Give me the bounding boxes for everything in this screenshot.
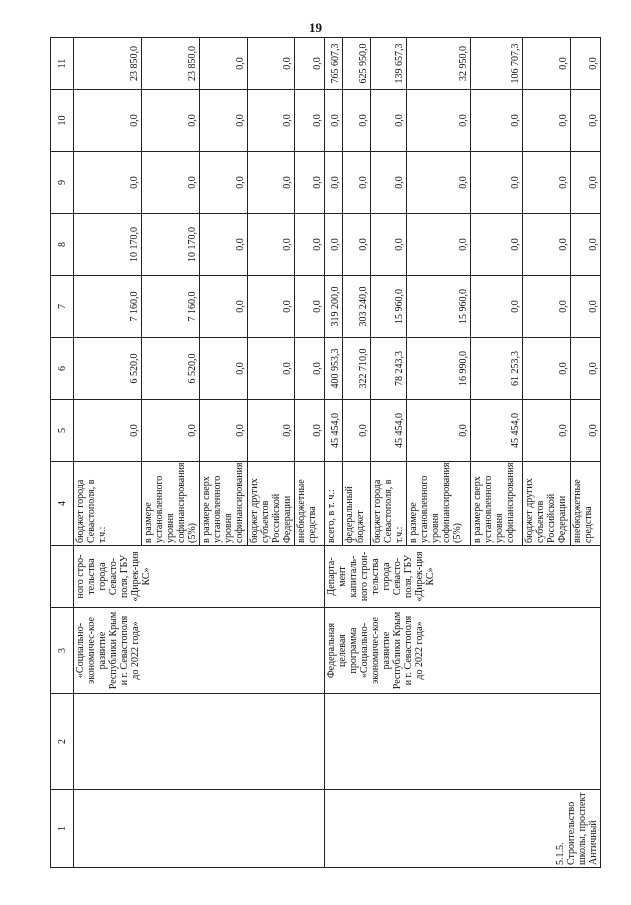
column-header: 6: [51, 338, 74, 400]
cell-source: федеральный бюджет: [343, 462, 371, 546]
cell-value: 0,0: [74, 152, 142, 214]
cell-value: 10 170,0: [74, 214, 142, 276]
cell-value: 400 953,3: [325, 338, 343, 400]
cell-value: 0,0: [295, 214, 325, 276]
cell-value: 16 990,0: [407, 338, 471, 400]
cell-value: 15 960,0: [407, 276, 471, 338]
cell-value: 0,0: [295, 152, 325, 214]
cell-value: 61 253,3: [471, 338, 523, 400]
cell-value: 0,0: [407, 400, 471, 462]
cell-value: 0,0: [295, 338, 325, 400]
cell-value: 0,0: [200, 276, 248, 338]
cell-value: 0,0: [471, 214, 523, 276]
cell-value: 15 960,0: [371, 276, 407, 338]
cell-value: 0,0: [523, 152, 571, 214]
cell-value: 10 170,0: [142, 214, 200, 276]
cell-source: бюджет города Севастополя, в т.ч.:: [371, 462, 407, 546]
cell-value: 0,0: [248, 276, 295, 338]
column-header: 1: [51, 790, 74, 868]
header-row: [51, 38, 74, 868]
column-header: 7: [51, 276, 74, 338]
cell-value: 7 160,0: [74, 276, 142, 338]
cell-program: «Социально-экономичес-кое развитие Республики Крым и г. Севастополя до 2022 года»: [74, 608, 325, 694]
cell-value: 0,0: [371, 214, 407, 276]
cell-value: 0,0: [295, 276, 325, 338]
cell-value: 0,0: [471, 152, 523, 214]
cell-value: 0,0: [200, 214, 248, 276]
cell-source: всего, в т. ч.:: [325, 462, 343, 546]
cell-value: 106 707,3: [471, 38, 523, 90]
cell-value: 0,0: [523, 214, 571, 276]
column-header: 2: [51, 694, 74, 790]
cell-value: 0,0: [523, 90, 571, 152]
cell-value: 0,0: [523, 38, 571, 90]
cell-value: 0,0: [343, 90, 371, 152]
cell-value: 0,0: [407, 90, 471, 152]
cell-value: 6 520,0: [74, 338, 142, 400]
cell-value: 0,0: [325, 152, 343, 214]
cell-value: 0,0: [248, 214, 295, 276]
cell-value: 0,0: [248, 38, 295, 90]
cell-source: внебюджетные средства: [571, 462, 601, 546]
cell-source: в размере сверх установленного уровня софинансирования: [471, 462, 523, 546]
cell-value: 0,0: [200, 152, 248, 214]
cell-value: 0,0: [571, 276, 601, 338]
cell-value: 0,0: [295, 90, 325, 152]
cell-value: 0,0: [571, 214, 601, 276]
column-header: 5: [51, 400, 74, 462]
cell-value: 23 850,0: [142, 38, 200, 90]
cell-value: 0,0: [343, 400, 371, 462]
cell-value: 45 454,0: [371, 400, 407, 462]
cell-value: 0,0: [200, 38, 248, 90]
cell-value: 45 454,0: [471, 400, 523, 462]
cell-value: 0,0: [523, 276, 571, 338]
cell-value: 0,0: [471, 90, 523, 152]
column-header: 10: [51, 90, 74, 152]
cell-value: 0,0: [74, 400, 142, 462]
cell-value: 0,0: [142, 152, 200, 214]
cell-source: в размере установленного уровня софинансирования (5%): [142, 462, 200, 546]
cell-value: 23 850,0: [74, 38, 142, 90]
column-header: 9: [51, 152, 74, 214]
cell-source: внебюджетные средства: [295, 462, 325, 546]
column-header: 11: [51, 38, 74, 90]
cell-value: 0,0: [295, 400, 325, 462]
page-number: 19: [309, 20, 322, 35]
cell-value: 0,0: [248, 338, 295, 400]
cell-item-name: 5.1.5. Строительство школы, проспект Античный: [325, 790, 601, 868]
cell-value: 32 950,0: [407, 38, 471, 90]
cell-value: 0,0: [248, 152, 295, 214]
cell-source: бюджет города Севастополя, в т.ч.:: [74, 462, 142, 546]
cell-item-name: [74, 790, 325, 868]
column-header: 4: [51, 462, 74, 546]
cell-value: 625 950,0: [343, 38, 371, 90]
cell-value: 139 657,3: [371, 38, 407, 90]
column-header: [51, 546, 74, 608]
cell-value: 0,0: [325, 214, 343, 276]
cell-value: 0,0: [407, 214, 471, 276]
cell-executor: ного стро-тельства города Севасто-поля, ГБУ «Дирек-ция КС»: [74, 546, 325, 608]
cell-value: 0,0: [571, 90, 601, 152]
cell-col2: [74, 694, 325, 790]
cell-col2: [325, 694, 601, 790]
cell-value: 0,0: [371, 90, 407, 152]
cell-source: бюджет других субъектов Российской Федерации: [248, 462, 295, 546]
cell-value: 0,0: [523, 338, 571, 400]
cell-value: 0,0: [248, 400, 295, 462]
cell-value: 6 520,0: [142, 338, 200, 400]
cell-source: бюджет других субъектов Российской Федерации: [523, 462, 571, 546]
cell-value: 0,0: [142, 400, 200, 462]
cell-value: 0,0: [295, 38, 325, 90]
cell-value: 319 200,0: [325, 276, 343, 338]
column-header: 3: [51, 608, 74, 694]
budget-table-container: [50, 38, 599, 868]
cell-value: 0,0: [343, 152, 371, 214]
cell-value: 0,0: [343, 214, 371, 276]
cell-value: 0,0: [407, 152, 471, 214]
cell-value: 7 160,0: [142, 276, 200, 338]
cell-value: 0,0: [571, 338, 601, 400]
cell-program: Федеральная целевая программа «Социально-экономичес-кое развитие Республики Крым и г. Севастополя до 2022 года»: [325, 608, 601, 694]
cell-source: в размере установленного уровня софинансирования (5%): [407, 462, 471, 546]
cell-value: 0,0: [248, 90, 295, 152]
cell-value: 0,0: [200, 338, 248, 400]
table-row: [74, 38, 142, 868]
cell-source: в размере сверх установленного уровня софинансирования: [200, 462, 248, 546]
cell-value: 0,0: [74, 90, 142, 152]
cell-value: 78 243,3: [371, 338, 407, 400]
cell-value: 0,0: [200, 400, 248, 462]
cell-value: 322 710,0: [343, 338, 371, 400]
cell-value: 0,0: [571, 152, 601, 214]
cell-value: 0,0: [471, 276, 523, 338]
cell-value: 0,0: [325, 90, 343, 152]
budget-table: [50, 37, 601, 868]
cell-value: 0,0: [142, 90, 200, 152]
cell-value: 0,0: [371, 152, 407, 214]
cell-value: 303 240,0: [343, 276, 371, 338]
cell-value: 0,0: [571, 38, 601, 90]
cell-value: 45 454,0: [325, 400, 343, 462]
cell-value: 765 607,3: [325, 38, 343, 90]
cell-value: 0,0: [571, 400, 601, 462]
cell-value: 0,0: [523, 400, 571, 462]
column-header: 8: [51, 214, 74, 276]
cell-value: 0,0: [200, 90, 248, 152]
cell-executor: Департа-мент капиталь-ного строи-тельства города Севасто-поля, ГБУ «Дирек-ция КС»: [325, 546, 601, 608]
table-row: [325, 38, 343, 868]
